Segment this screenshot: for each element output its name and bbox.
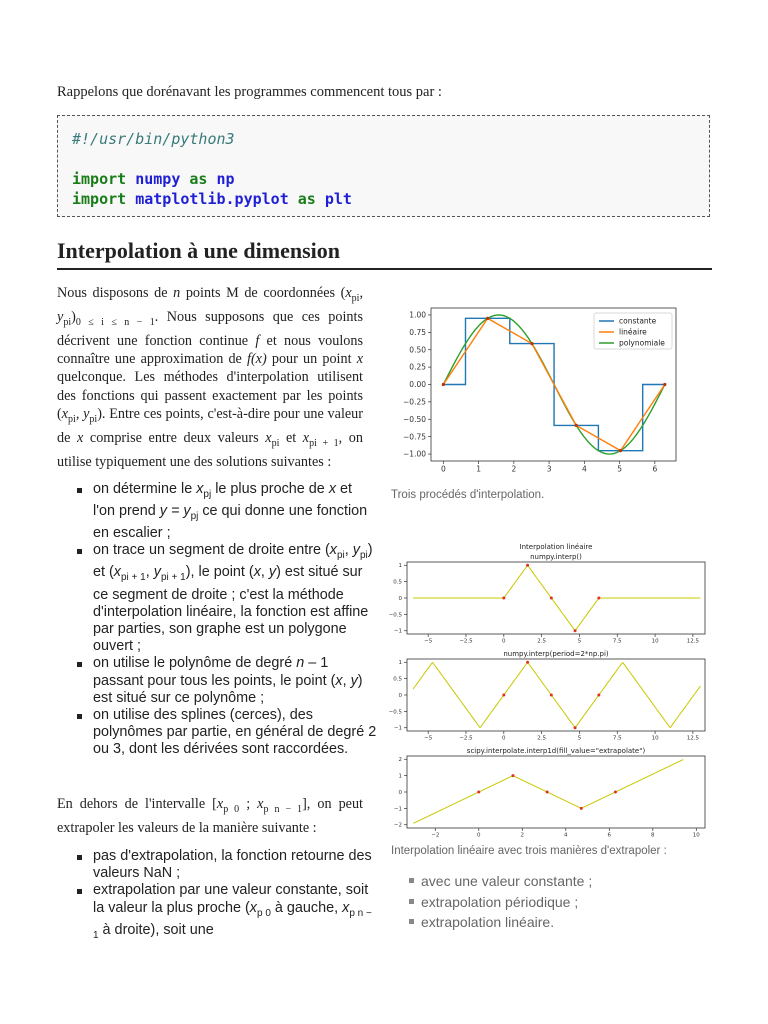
y-tick-label: −0.5 (388, 612, 402, 619)
data-point (597, 694, 600, 697)
x-tick-label: 2 (511, 464, 517, 474)
x-tick-label: 6 (652, 464, 658, 474)
code-keyword: import (72, 170, 127, 188)
code-keyword: import (72, 190, 127, 208)
plot-frame (407, 659, 705, 731)
code-blank-line (72, 149, 695, 169)
list-item: extrapolation par une valeur constante, soit la valeur la plus proche ($x_{p 0}$ à gauche, $x_{p n - 1}$ à droite), soit une (57, 882, 377, 943)
y-tick-label: −0.50 (403, 414, 426, 424)
y-tick-label: 1 (398, 563, 402, 570)
x-tick-label: −2.5 (459, 735, 473, 742)
list-item: on trace un segment de droite entre ($x_{pi}$, $y_{pi}$) et ($x_{pi + 1}$, $y_{pi + 1}$), le point (x, y) est situé sur ce segment de droite ; c'est la méthode d'interpolation linéaire, la fonction est affine par parties, son graphe est un polygone ouvert ; (57, 542, 377, 655)
x-tick-label: 0 (502, 638, 506, 645)
x-tick-label: 0 (502, 735, 506, 742)
interpolation-methods-list (57, 481, 377, 759)
y-tick-label: 0.75 (409, 327, 426, 337)
y-tick-label: 0.00 (409, 380, 426, 390)
y-tick-label: −0.75 (403, 432, 426, 442)
list-item: on détermine le $x_{pj}$ le plus proche de x et l'on prend $y = y_{pj}$ ce qui donne une fonction en escalier ; (57, 481, 377, 542)
x-tick-label: 4 (581, 464, 587, 474)
y-tick-label: −0.5 (388, 709, 402, 716)
x-tick-label: 3 (546, 464, 552, 474)
chart-subtitle: numpy.interp(period=2*np.pi) (503, 650, 609, 658)
data-point (663, 383, 666, 386)
x-tick-label: 0 (477, 832, 481, 839)
data-point (614, 791, 617, 794)
figure-caption-interpolation: Trois procédés d'interpolation. (391, 489, 545, 501)
data-point (442, 383, 445, 386)
y-tick-label: 0.25 (409, 362, 426, 372)
x-tick-label: −2.5 (459, 638, 473, 645)
y-tick-label: 1 (398, 773, 402, 780)
x-tick-label: 1 (476, 464, 481, 474)
data-point (486, 317, 489, 320)
x-tick-label: 12.5 (686, 735, 700, 742)
data-point (550, 694, 553, 697)
y-tick-label: −1 (393, 628, 402, 635)
chart-title: Interpolation linéaire (519, 543, 593, 551)
x-tick-label: 10 (651, 735, 659, 742)
interpolated-line (413, 662, 700, 727)
intro-text: Rappelons que dorénavant les programmes commencent tous par : (57, 84, 442, 100)
x-tick-label: −5 (424, 735, 433, 742)
data-point (550, 597, 553, 600)
x-tick-label: 5 (577, 638, 582, 645)
legend-label: polynomiale (619, 338, 665, 348)
code-block (57, 115, 710, 217)
code-import-pyplot (72, 189, 695, 209)
extrapolation-modes-list (391, 871, 592, 933)
legend-label: linéaire (619, 327, 647, 337)
data-point (575, 424, 578, 427)
code-keyword: as (189, 170, 208, 188)
code-module: matplotlib.pyplot (135, 190, 289, 208)
x-tick-label: 5 (577, 735, 582, 742)
y-tick-label: 0 (398, 595, 402, 602)
code-shebang: #!/usr/bin/python3 (72, 130, 235, 148)
data-point (477, 791, 480, 794)
y-tick-label: 0 (398, 789, 402, 796)
data-point (526, 661, 529, 664)
chart-subtitle: numpy.interp() (530, 553, 582, 561)
data-point (511, 774, 514, 777)
x-tick-label: 0 (440, 464, 446, 474)
y-tick-label: 0 (398, 692, 402, 699)
code-keyword: as (297, 190, 316, 208)
y-tick-label: −1 (393, 806, 402, 813)
y-tick-label: 0.5 (393, 676, 402, 683)
plot-frame (407, 756, 705, 828)
x-tick-label: 7.5 (612, 638, 622, 645)
data-point (502, 694, 505, 697)
code-alias: plt (324, 190, 352, 208)
data-point (530, 342, 533, 345)
x-tick-label: −5 (424, 638, 433, 645)
x-tick-label: 5 (617, 464, 622, 474)
y-tick-label: −2 (393, 822, 402, 829)
chart-subtitle: scipy.interpolate.interp1d(fill_value="extrapolate") (466, 747, 646, 755)
y-tick-label: −1.00 (403, 449, 426, 459)
list-item: on utilise le polynôme de degré n – 1 passant pour tous les points, le point (x, y) est situé sur ce polynôme ; (57, 655, 377, 707)
y-tick-label: 1 (398, 660, 402, 667)
data-point (526, 564, 529, 567)
data-point (502, 597, 505, 600)
y-tick-label: −1 (393, 725, 402, 732)
x-tick-label: 7.5 (612, 735, 622, 742)
x-tick-label: 2.5 (537, 638, 547, 645)
x-tick-label: 8 (651, 832, 655, 839)
y-tick-label: 2 (398, 757, 402, 764)
figure-caption-extrapolation: Interpolation linéaire avec trois manières d'extrapoler : (391, 845, 667, 857)
y-tick-label: 1.00 (409, 310, 426, 320)
extrapolation-charts (383, 540, 713, 840)
code-import-numpy (72, 169, 695, 189)
extrapolation-methods-list (57, 848, 377, 944)
list-item: pas d'extrapolation, la fonction retourne des valeurs NaN ; (57, 848, 377, 882)
data-point (580, 807, 583, 810)
data-point (619, 449, 622, 452)
x-tick-label: 6 (607, 832, 612, 839)
x-tick-label: 10 (651, 638, 659, 645)
interpolated-line (413, 566, 700, 631)
legend-label: constante (619, 316, 657, 326)
list-item: on utilise des splines (cerces), des polynômes par partie, en général de degré 2 ou 3, dont les dérivées sont raccordées. (57, 707, 377, 759)
data-point (574, 629, 577, 632)
section-title: Interpolation à une dimension (57, 238, 712, 270)
code-alias: np (216, 170, 235, 188)
data-point (597, 597, 600, 600)
x-tick-label: 10 (692, 832, 700, 839)
x-tick-label: 12.5 (686, 638, 700, 645)
x-tick-label: 2.5 (537, 735, 547, 742)
paragraph-points: Nous disposons de n points M de coordonnées ($x_{pi}$, $y_{pi})_{0 \le i \le n - 1}$. Nous supposons que ces points décrivent une fonction continue f et nous voulons connaître une approximation de f(x) pour un point x quelconque. Les méthodes d'interpolation utilisent des fonctions qui passent exactement par les points ($x_{pi}$, $y_{pi}$). Entre ces points, c'est-à-dire pour une valeur de x comprise entre deux valeurs $x_{pi}$ et $x_{pi + 1}$, on utilise typiquement une des solutions suivantes : (57, 285, 364, 470)
list-item: avec une valeur constante ; (391, 871, 592, 892)
data-point (574, 726, 577, 729)
y-tick-label: −0.25 (403, 397, 426, 407)
x-tick-label: 2 (520, 832, 525, 839)
interpolation-chart (395, 303, 685, 483)
paragraph-extrapolation: En dehors de l'intervalle [$x_{p 0}$ ; $x_{p n - 1}$], on peut extrapoler les valeurs de la manière suivante : (57, 796, 363, 837)
x-tick-label: −2 (431, 832, 440, 839)
y-tick-label: 0.5 (393, 579, 402, 586)
list-item: extrapolation périodique ; (391, 892, 592, 913)
y-tick-label: 0.50 (409, 345, 426, 355)
x-tick-label: 4 (564, 832, 568, 839)
data-point (546, 791, 549, 794)
list-item: extrapolation linéaire. (391, 912, 592, 933)
code-module: numpy (135, 170, 181, 188)
